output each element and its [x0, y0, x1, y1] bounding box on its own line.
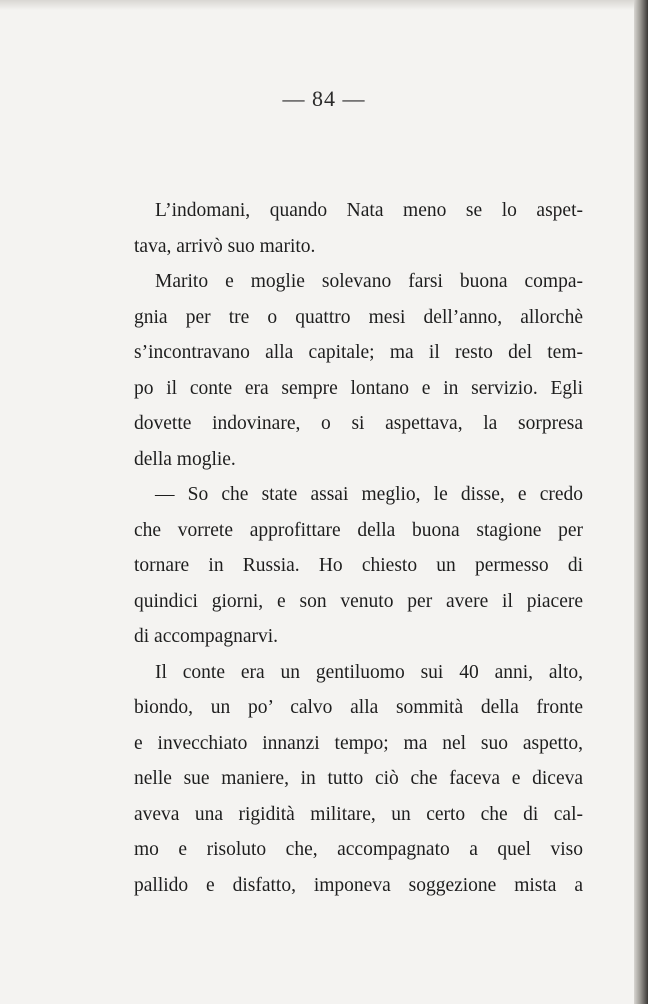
text-line: quindici giorni, e son venuto per avere il piacere: [134, 590, 583, 612]
text-line: — So che state assai meglio, le disse, e credo: [155, 484, 583, 505]
text-line: Il conte era un gentiluomo sui 40 anni, alto,: [155, 661, 583, 683]
page-top-shadow: [0, 0, 648, 10]
body-text: [134, 193, 583, 903]
page-spine-shadow: [634, 0, 648, 1004]
text-line: L’indomani, quando Nata meno se lo aspet-: [155, 200, 583, 221]
text-line: gnia per tre o quattro mesi dell’anno, allorchè: [134, 306, 583, 328]
text-line: tava, arrivò suo marito.: [134, 235, 316, 257]
text-line: mo e risoluto che, accompagnato a quel viso: [134, 839, 583, 860]
text-line: nelle sue maniere, in tutto ciò che faceva e diceva: [134, 768, 583, 789]
text-line: s’incontravano alla capitale; ma il resto del tem-: [134, 342, 583, 363]
text-line: biondo, un po’ calvo alla sommità della fronte: [134, 697, 583, 718]
text-line: della moglie.: [134, 448, 236, 470]
text-line: aveva una rigidità militare, un certo che di cal-: [134, 803, 583, 825]
text-line: che vorrete approfittare della buona stagione per: [134, 519, 583, 541]
text-line: pallido e disfatto, imponeva soggezione mista a: [134, 874, 583, 896]
text-line: tornare in Russia. Ho chiesto un permesso di: [134, 555, 583, 576]
text-line: e invecchiato innanzi tempo; ma nel suo aspetto,: [134, 732, 583, 754]
text-line: dovette indovinare, o si aspettava, la sorpresa: [134, 413, 583, 434]
page-number: — 84 —: [282, 86, 366, 111]
text-line: Marito e moglie solevano farsi buona compa-: [155, 271, 583, 292]
text-line: di accompagnarvi.: [134, 626, 279, 647]
text-line: po il conte era sempre lontano e in servizio. Egli: [134, 377, 583, 399]
